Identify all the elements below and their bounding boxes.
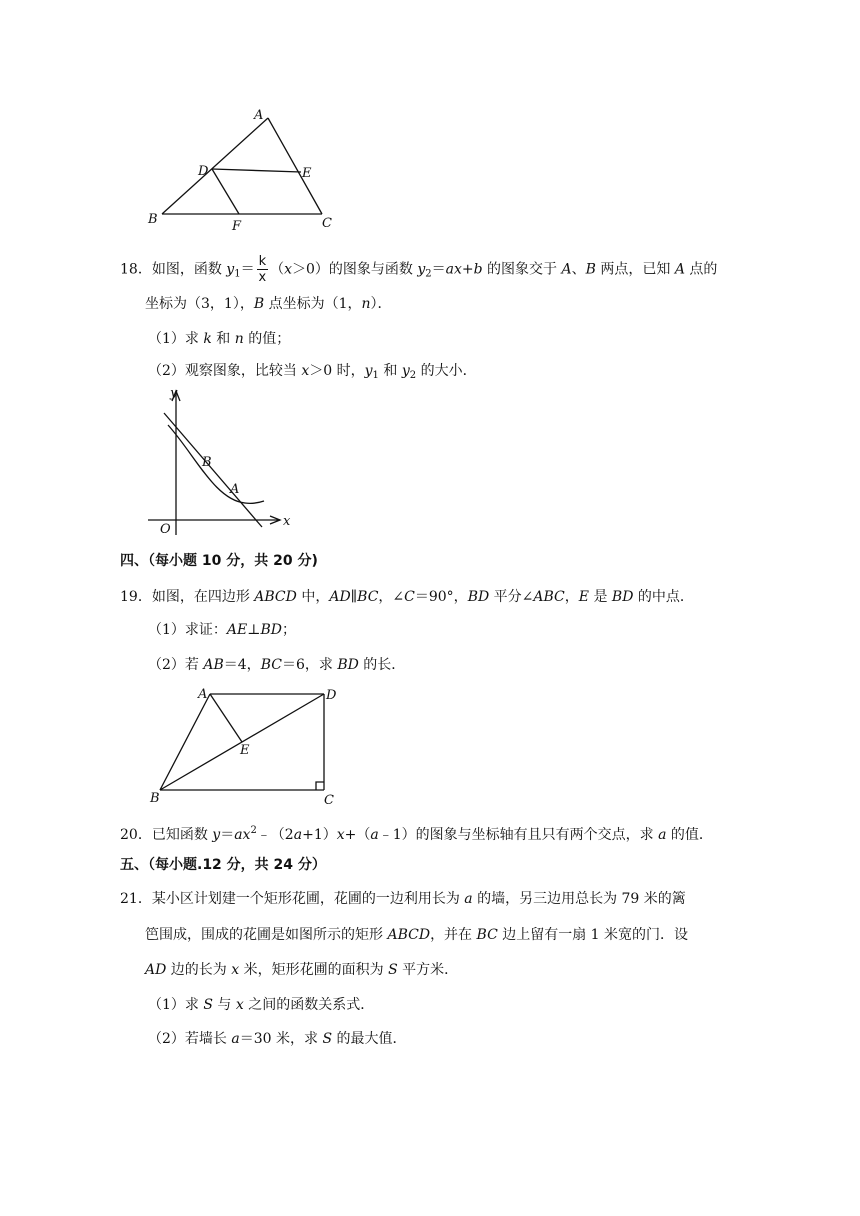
q21-text: 米，矩形花圃的面积为	[239, 962, 389, 978]
var-b-point: B	[253, 296, 265, 312]
q21-text: 之间的函数关系式．	[243, 997, 375, 1013]
q18-text: 、	[571, 261, 586, 278]
right-angle-mark-icon	[316, 782, 324, 790]
var-ax: ax	[445, 261, 462, 278]
q19-text: 中，	[296, 589, 330, 605]
q20-text: 20．已知函数	[120, 827, 213, 843]
var-ad: AD	[145, 962, 167, 978]
q21-text: 21．某小区计划建一个矩形花圃，花圃的一边利用长为	[120, 891, 465, 907]
var-n: n	[234, 331, 244, 347]
side-ab	[162, 118, 268, 214]
q21-text: 笆围成，围成的花圃是如图所示的矩形	[145, 927, 388, 943]
segment-df	[212, 169, 239, 214]
q19-text: ，	[564, 589, 579, 605]
label-a: A	[198, 687, 208, 702]
var-x: x	[231, 962, 240, 978]
q19-text: 是	[589, 589, 612, 605]
q19-text: 19．如图，在四边形	[120, 589, 255, 605]
var-y: y	[212, 827, 221, 843]
var-x: x	[235, 997, 244, 1013]
q21-line-2	[145, 926, 688, 944]
q18-part-1	[148, 330, 290, 348]
q18-text: 的大小．	[416, 363, 477, 379]
var-bd: BD	[337, 657, 359, 673]
q21-text: （2）若墙长	[148, 1031, 232, 1047]
q18-part-2	[148, 362, 477, 385]
label-e: E	[302, 166, 312, 181]
q20-text: ﹣1）的图象与坐标轴有且只有两个交点，求	[378, 827, 659, 843]
label-origin: O	[160, 522, 171, 537]
subscript: 1	[234, 268, 241, 280]
var-a: a	[658, 827, 667, 843]
q21-text: 平方米．	[397, 962, 459, 978]
label-x-axis: x	[283, 514, 291, 529]
label-f: F	[232, 219, 242, 234]
var-y: y	[226, 261, 235, 278]
q21-text: 边上留有一扇 1 米宽的门．设	[497, 927, 689, 943]
q19-text: ＝90°，	[414, 589, 468, 605]
q20-text: ﹣（2	[256, 827, 294, 843]
q19-text: ⊥	[247, 622, 261, 638]
var-ae: AE	[226, 622, 248, 638]
label-b: B	[148, 212, 158, 227]
var-c: C	[404, 589, 415, 605]
q21-text: 边的长为	[166, 962, 232, 978]
label-c: C	[322, 216, 332, 231]
triangle-figure-17	[140, 105, 340, 235]
q19-text: ；	[281, 622, 296, 638]
q18-text: 两点，已知	[595, 261, 675, 278]
label-d: D	[326, 688, 337, 703]
label-c: C	[324, 793, 334, 807]
var-a: a	[464, 891, 473, 907]
quadrilateral-figure-19	[140, 682, 350, 807]
label-e: E	[240, 743, 250, 758]
q18-line-1	[120, 254, 717, 285]
q19-part-2	[148, 656, 405, 674]
q21-text: 与	[212, 997, 236, 1013]
q18-text: ＝	[431, 261, 446, 278]
q19-text: （1）求证：	[148, 622, 227, 638]
var-y: y	[364, 363, 373, 379]
subscript: 2	[409, 370, 417, 381]
var-y: y	[401, 363, 410, 379]
q18-text: 和	[211, 331, 235, 347]
var-s: S	[388, 962, 398, 978]
var-bc: BC	[260, 657, 282, 673]
q20-text: ＝	[220, 827, 235, 843]
var-bd: BD	[260, 622, 282, 638]
q18-text: （	[270, 261, 285, 278]
q18-text: 和	[378, 363, 402, 379]
var-abcd: ABCD	[387, 927, 431, 943]
fraction-numerator: k	[258, 254, 267, 269]
q18-text: ＞0 时，	[309, 363, 365, 379]
section-5-heading: 五、（每小题.12 分，共 24 分）	[120, 857, 326, 873]
var-bc: BC	[476, 927, 498, 943]
q19-text: ＝6，求	[281, 657, 338, 673]
var-a: A	[674, 261, 685, 278]
var-bd: BD	[467, 589, 490, 605]
label-point-b: B	[202, 455, 212, 470]
q21-line-3	[145, 961, 458, 979]
q21-text: 的墙，另三边用总长为 79 米的篱	[472, 891, 686, 907]
q18-text: 坐标为（3，1），	[145, 296, 254, 312]
q21-text: 的最大值．	[332, 1031, 407, 1047]
subscript: 1	[372, 370, 379, 381]
var-s: S	[322, 1031, 333, 1047]
q19-text: ，∠	[378, 589, 405, 605]
var-y: y	[417, 261, 426, 278]
var-b-point: B	[585, 261, 596, 278]
q18-text: 的图象交于	[482, 261, 562, 278]
label-a: A	[254, 108, 264, 123]
var-n: n	[361, 296, 371, 312]
var-abc: ABC	[533, 589, 565, 605]
var-ab: AB	[203, 657, 224, 673]
label-d: D	[198, 164, 209, 179]
q18-text: ＝	[240, 261, 255, 278]
q21-text: （1）求	[148, 997, 204, 1013]
var-bc: BC	[357, 589, 379, 605]
q21-text: ＝30 米，求	[239, 1031, 323, 1047]
var-x: x	[336, 827, 345, 843]
q20-text: +（	[344, 827, 371, 843]
q18-text: （2）观察图象，比较当	[148, 363, 302, 379]
var-x: x	[284, 261, 292, 278]
subscript: 2	[425, 268, 432, 280]
var-a: A	[561, 261, 572, 278]
var-a: a	[293, 827, 303, 843]
section-4-heading: 四、（每小题 10 分，共 20 分)	[120, 553, 318, 569]
q21-line-1	[120, 890, 686, 908]
q21-text: ，并在	[430, 927, 477, 943]
var-k: k	[203, 331, 212, 347]
straight-line	[164, 413, 262, 527]
var-b: b	[473, 261, 483, 278]
superscript: 2	[250, 825, 257, 836]
function-graph-figure-18	[140, 385, 310, 540]
q21-part-2	[148, 1030, 406, 1048]
label-point-a: A	[230, 482, 240, 497]
q18-text: +	[461, 261, 474, 278]
q19-text: 的中点．	[633, 589, 694, 605]
var-ax: ax	[234, 827, 251, 843]
fraction-k-over-x	[257, 254, 269, 285]
q18-text: 的值；	[243, 331, 291, 347]
q20-line	[120, 822, 713, 844]
q21-part-1	[148, 996, 374, 1014]
hyperbola-curve	[168, 425, 264, 503]
var-e: E	[578, 589, 589, 605]
q19-line-1	[120, 588, 694, 606]
q20-text: 的值．	[666, 827, 713, 843]
q18-text: （1）求	[148, 331, 204, 347]
var-a: a	[231, 1031, 240, 1047]
q19-text: 平分∠	[489, 589, 534, 605]
q19-text: 的长．	[358, 657, 406, 673]
var-ad: AD	[329, 589, 351, 605]
segment-ae	[210, 694, 242, 742]
q20-text: +1）	[302, 827, 337, 843]
side-ac	[268, 118, 322, 214]
q18-text: 点的	[684, 261, 718, 278]
var-x: x	[301, 363, 310, 379]
q19-part-1	[148, 621, 296, 639]
q19-text: ＝4，	[223, 657, 261, 673]
q19-text: （2）若	[148, 657, 204, 673]
q18-text: ＞0）的图象与函数	[292, 261, 418, 278]
fraction-denominator: x	[258, 270, 267, 285]
q18-text: 18．如图，函数	[120, 261, 227, 278]
var-abcd: ABCD	[254, 589, 297, 605]
q19-text: ∥	[350, 589, 358, 605]
var-a: a	[370, 827, 379, 843]
segment-de	[212, 169, 301, 172]
q18-text: 点坐标为（1，	[264, 296, 362, 312]
label-b: B	[150, 791, 160, 806]
q18-text: ）．	[370, 296, 392, 312]
q18-line-2	[145, 295, 392, 313]
label-y-axis: y	[170, 386, 178, 401]
var-s: S	[203, 997, 213, 1013]
var-bd: BD	[611, 589, 634, 605]
